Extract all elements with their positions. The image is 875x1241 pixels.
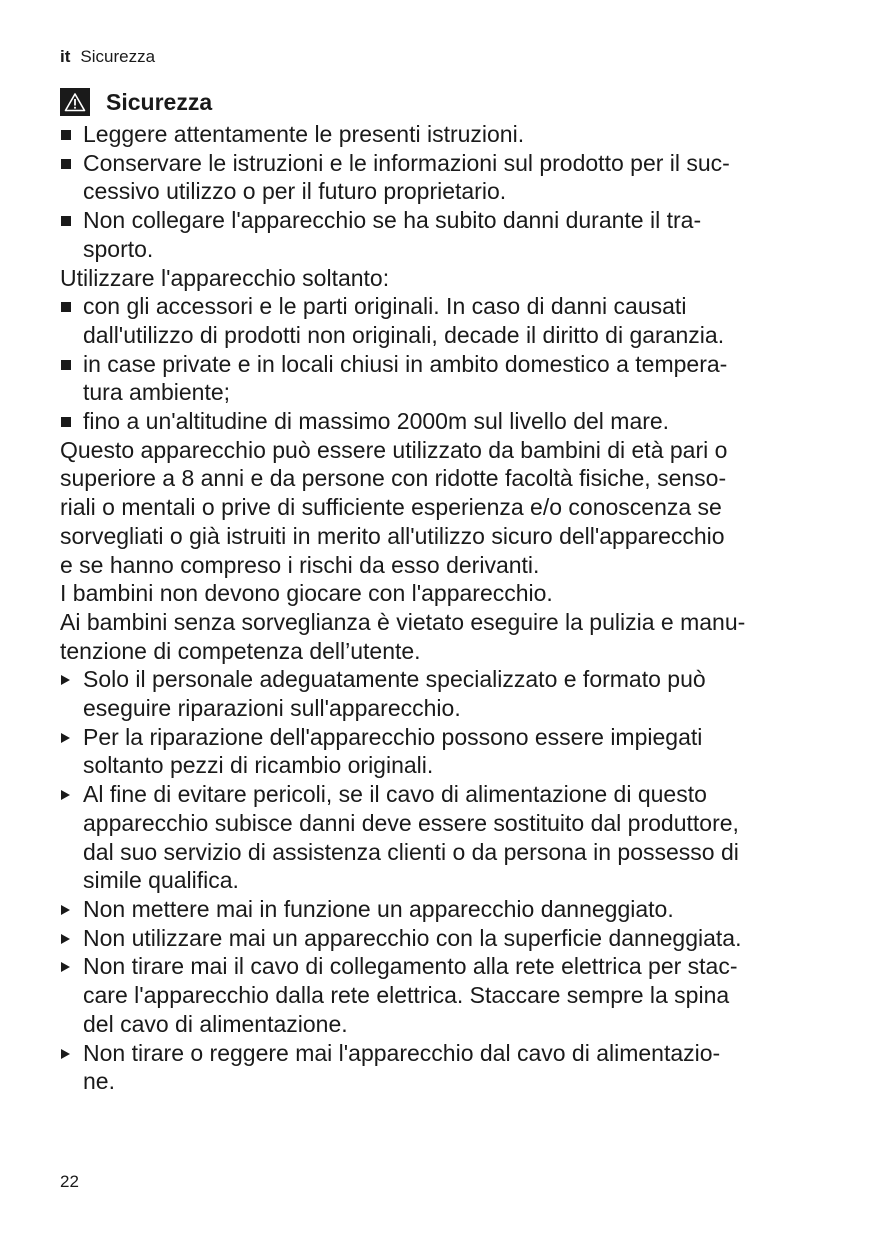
arrow-bullet-icon: [61, 780, 70, 809]
usage-intro: Utilizzare l'apparecchio soltanto:: [60, 264, 390, 291]
list-item: [60, 780, 820, 895]
square-bullet-icon: [61, 206, 71, 235]
list-item-line: Per la riparazione dell'apparecchio possono essere impiegati: [83, 723, 703, 750]
square-bullet-icon: [61, 149, 71, 178]
list-item-line: sporto.: [83, 235, 154, 262]
list-item: [60, 407, 820, 436]
list-item: [60, 952, 820, 1038]
list-item-line: Leggere attentamente le presenti istruzioni.: [83, 121, 525, 147]
square-bullet-icon: [61, 120, 71, 149]
list-item-line: care l'apparecchio dalla rete elettrica. Staccare sempre la spina: [83, 982, 730, 1009]
paragraph-line: superiore a 8 anni e da persone con ridotte facoltà fisiche, senso-: [60, 465, 727, 492]
paragraph-line: Questo apparecchio può essere utilizzato da bambini di età pari o: [60, 436, 728, 463]
paragraph-line: tenzione di competenza dell’utente.: [60, 637, 421, 664]
paragraph-line: riali o mentali o prive di sufficiente esperienza e/o conoscenza se: [60, 494, 722, 521]
arrow-bullet-icon: [61, 1039, 70, 1068]
page-number: 22: [60, 1172, 79, 1191]
list-item-line: Non utilizzare mai un apparecchio con la superficie danneggiata.: [83, 924, 742, 951]
list-item-line: soltanto pezzi di ricambio originali.: [83, 752, 434, 779]
warning-icon: [60, 88, 90, 116]
language-code: it: [60, 47, 71, 66]
list-item: [60, 149, 820, 206]
arrow-bullet-icon: [61, 665, 70, 694]
arrow-bullet-icon: [61, 895, 70, 924]
paragraph-line: Ai bambini senza sorveglianza è vietato eseguire la pulizia e manu-: [60, 608, 746, 635]
list-item-line: Conservare le istruzioni e le informazioni sul prodotto per il suc-: [83, 149, 730, 176]
paragraph-line: sorvegliati o già istruiti in merito all'utilizzo sicuro dell'apparecchio: [60, 522, 725, 549]
list-item-line: Solo il personale adeguatamente specializzato e formato può: [83, 666, 706, 693]
list-item-line: ne.: [83, 1068, 115, 1095]
square-bullet-icon: [61, 407, 71, 436]
list-item-line: Al fine di evitare pericoli, se il cavo di alimentazione di questo: [83, 781, 707, 808]
document-body: [60, 86, 820, 1096]
list-item-line: con gli accessori e le parti originali. In caso di danni causati: [83, 293, 687, 320]
arrow-bullet-icon: [61, 924, 70, 953]
list-item-line: del cavo di alimentazione.: [83, 1010, 348, 1037]
list-item-line: Non collegare l'apparecchio se ha subito danni durante il tra-: [83, 207, 702, 234]
children-play-paragraph: [60, 579, 820, 608]
list-item-line: tura ambiente;: [83, 379, 231, 406]
general-safety-list: [60, 120, 820, 264]
list-item-line: Non mettere mai in funzione un apparecchio danneggiato.: [83, 895, 674, 922]
usage-conditions-list: [60, 292, 820, 436]
list-item-line: eseguire riparazioni sull'apparecchio.: [83, 695, 461, 722]
running-header: [60, 47, 155, 67]
repair-instructions-list: [60, 665, 820, 1096]
list-item: [60, 206, 820, 263]
header-section: Sicurezza: [80, 47, 156, 66]
square-bullet-icon: [61, 350, 71, 379]
arrow-bullet-icon: [61, 952, 70, 981]
list-item-line: Non tirare mai il cavo di collegamento alla rete elettrica per stac-: [83, 953, 738, 980]
children-cleaning-paragraph: [60, 608, 820, 665]
list-item: [60, 665, 820, 722]
list-item: [60, 1039, 820, 1096]
paragraph-line: e se hanno compreso i rischi da esso derivanti.: [60, 551, 540, 578]
list-item: [60, 723, 820, 780]
list-item-line: dal suo servizio di assistenza clienti o da persona in possesso di: [83, 838, 739, 865]
list-item: [60, 895, 820, 924]
list-item-line: fino a un'altitudine di massimo 2000m sul livello del mare.: [83, 408, 670, 435]
section-title: Sicurezza: [106, 88, 213, 115]
list-item-line: in case private e in locali chiusi in ambito domestico a tempera-: [83, 350, 728, 377]
children-paragraph: [60, 436, 820, 580]
arrow-bullet-icon: [61, 723, 70, 752]
list-item-line: cessivo utilizzo o per il futuro proprietario.: [83, 178, 507, 205]
square-bullet-icon: [61, 292, 71, 321]
section-heading: [60, 86, 820, 118]
list-item-line: Non tirare o reggere mai l'apparecchio dal cavo di alimentazio-: [83, 1039, 721, 1066]
list-item-line: dall'utilizzo di prodotti non originali, decade il diritto di garanzia.: [83, 321, 725, 348]
list-item: [60, 924, 820, 953]
paragraph-line: I bambini non devono giocare con l'apparecchio.: [60, 580, 553, 607]
list-item-line: apparecchio subisce danni deve essere sostituito dal produttore,: [83, 809, 739, 836]
list-item: [60, 120, 820, 149]
list-item: [60, 292, 820, 349]
list-item: [60, 350, 820, 407]
list-item-line: simile qualifica.: [83, 867, 239, 894]
